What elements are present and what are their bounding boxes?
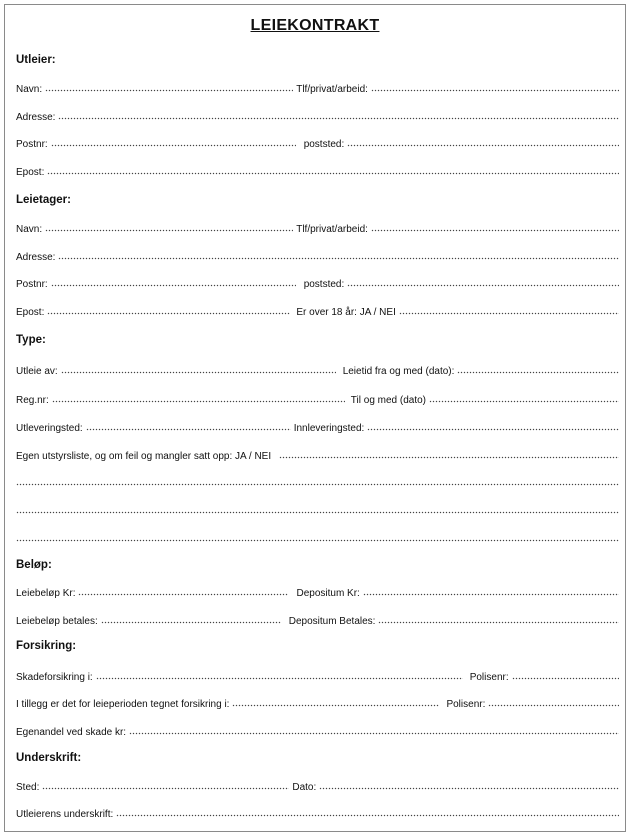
leietager-postnr-row (16, 278, 619, 291)
utstyrsliste-extra-row-2 (16, 506, 619, 519)
leietager-poststed-label: poststed: (303, 279, 345, 290)
utleier-heading: Utleier: (16, 54, 56, 66)
leietager-heading: Leietager: (16, 194, 71, 206)
utleierens-underskrift-label: Utleierens underskrift: (16, 809, 114, 820)
skadeforsikring-row (16, 671, 619, 684)
leietager-adresse-row (16, 251, 619, 264)
leietager-tlf-field[interactable] (371, 224, 619, 232)
utleier-navn-label: Navn: (16, 84, 43, 95)
leietager-poststed-field[interactable] (347, 279, 619, 287)
utleierens-underskrift-field[interactable] (116, 809, 619, 817)
utleier-postnr-field[interactable] (51, 139, 296, 147)
leietager-over18-label: Er over 18 år: JA / NEI (296, 307, 396, 318)
leiebelop-betales-label: Leiebeløp betales: (16, 616, 98, 627)
utstyrsliste-field[interactable] (279, 451, 619, 459)
utleier-postnr-row (16, 138, 619, 151)
leietager-navn-row (16, 223, 619, 236)
contract-page (4, 4, 626, 832)
utstyrsliste-extra-field-1[interactable] (16, 478, 619, 486)
utleier-poststed-field[interactable] (347, 139, 619, 147)
leietager-over18-field[interactable] (399, 307, 619, 315)
leietager-epost-label: Epost: (16, 307, 45, 318)
leietid-fra-field[interactable] (457, 366, 619, 374)
utstyrsliste-extra-field-3[interactable] (16, 534, 619, 542)
egenandel-field[interactable] (129, 727, 619, 735)
leiebelop-betales-field[interactable] (101, 616, 281, 624)
innleveringssted-field[interactable] (367, 423, 619, 431)
til-og-med-label: Til og med (dato) (350, 395, 427, 406)
forsikring-heading: Forsikring: (16, 640, 77, 652)
polisenr-field[interactable] (512, 672, 619, 680)
til-og-med-field[interactable] (429, 395, 619, 403)
utleier-poststed-label: poststed: (303, 139, 345, 150)
skadeforsikring-label: Skadeforsikring i: (16, 672, 93, 683)
regnr-label: Reg.nr: (16, 395, 49, 406)
utleveringssted-field[interactable] (86, 423, 291, 431)
utleierens-underskrift-row (16, 808, 619, 821)
utleie-av-row (16, 365, 619, 378)
utleier-postnr-label: Postnr: (16, 139, 48, 150)
leietager-postnr-label: Postnr: (16, 279, 48, 290)
leiebelop-row (16, 587, 619, 600)
belop-heading: Beløp: (16, 559, 52, 571)
leietager-epost-field[interactable] (47, 307, 290, 315)
utleveringssted-label: Utleveringsted: (16, 423, 83, 434)
utleier-epost-row (16, 166, 619, 179)
utstyrsliste-label: Egen utstyrsliste, og om feil og mangler satt opp: JA / NEI (16, 451, 272, 462)
sted-field[interactable] (42, 782, 289, 790)
tillegg-forsikring-label: I tillegg er det for leieperioden tegnet forsikring i: (16, 699, 230, 710)
utleier-adresse-row (16, 111, 619, 124)
sted-dato-row (16, 781, 619, 794)
utleier-adresse-field[interactable] (58, 112, 619, 120)
utleier-tlf-field[interactable] (371, 84, 619, 92)
sted-label: Sted: (16, 782, 40, 793)
utleier-adresse-label: Adresse: (16, 112, 56, 123)
utstyrsliste-row (16, 450, 619, 463)
utstyrsliste-extra-row-3 (16, 534, 619, 547)
regnr-row (16, 394, 619, 407)
utleier-navn-row (16, 83, 619, 96)
regnr-field[interactable] (52, 395, 345, 403)
leietager-navn-field[interactable] (45, 224, 293, 232)
page-title: LEIEKONTRAKT (250, 17, 380, 34)
leietager-adresse-label: Adresse: (16, 252, 56, 263)
skadeforsikring-field[interactable] (96, 672, 463, 680)
utleier-epost-field[interactable] (47, 167, 619, 175)
leietager-postnr-field[interactable] (51, 279, 296, 287)
innleveringssted-label: Innleveringsted: (293, 423, 365, 434)
tillegg-forsikring-field[interactable] (232, 699, 439, 707)
leietid-fra-label: Leietid fra og med (dato): (342, 366, 455, 377)
dato-label: Dato: (292, 782, 317, 793)
utstyrsliste-extra-row-1 (16, 478, 619, 491)
egenandel-row (16, 726, 619, 739)
polisenr-label: Polisenr: (469, 672, 509, 683)
leietager-epost-row (16, 306, 619, 319)
utstyrsliste-extra-field-2[interactable] (16, 506, 619, 514)
underskrift-heading: Underskrift: (16, 752, 82, 764)
polisenr2-label: Polisenr: (446, 699, 486, 710)
utleier-navn-field[interactable] (45, 84, 293, 92)
leietager-navn-label: Navn: (16, 224, 43, 235)
utleveringssted-row (16, 422, 619, 435)
depositum-betales-label: Depositum Betales: (288, 616, 376, 627)
utleier-epost-label: Epost: (16, 167, 45, 178)
egenandel-label: Egenandel ved skade kr: (16, 727, 127, 738)
leiebelop-field[interactable] (78, 588, 288, 596)
depositum-label: Depositum Kr: (296, 588, 360, 599)
utleier-tlf-label: Tlf/privat/arbeid: (296, 84, 368, 95)
utleie-av-field[interactable] (61, 366, 336, 374)
leietager-adresse-field[interactable] (58, 252, 619, 260)
depositum-betales-field[interactable] (378, 616, 619, 624)
leietager-tlf-label: Tlf/privat/arbeid: (296, 224, 368, 235)
type-heading: Type: (16, 334, 46, 346)
leiebelop-label: Leiebeløp Kr: (16, 588, 76, 599)
dato-field[interactable] (319, 782, 619, 790)
leiebelop-betales-row (16, 615, 619, 628)
depositum-field[interactable] (363, 588, 619, 596)
polisenr2-field[interactable] (488, 699, 619, 707)
utleie-av-label: Utleie av: (16, 366, 58, 377)
tillegg-forsikring-row (16, 698, 619, 711)
